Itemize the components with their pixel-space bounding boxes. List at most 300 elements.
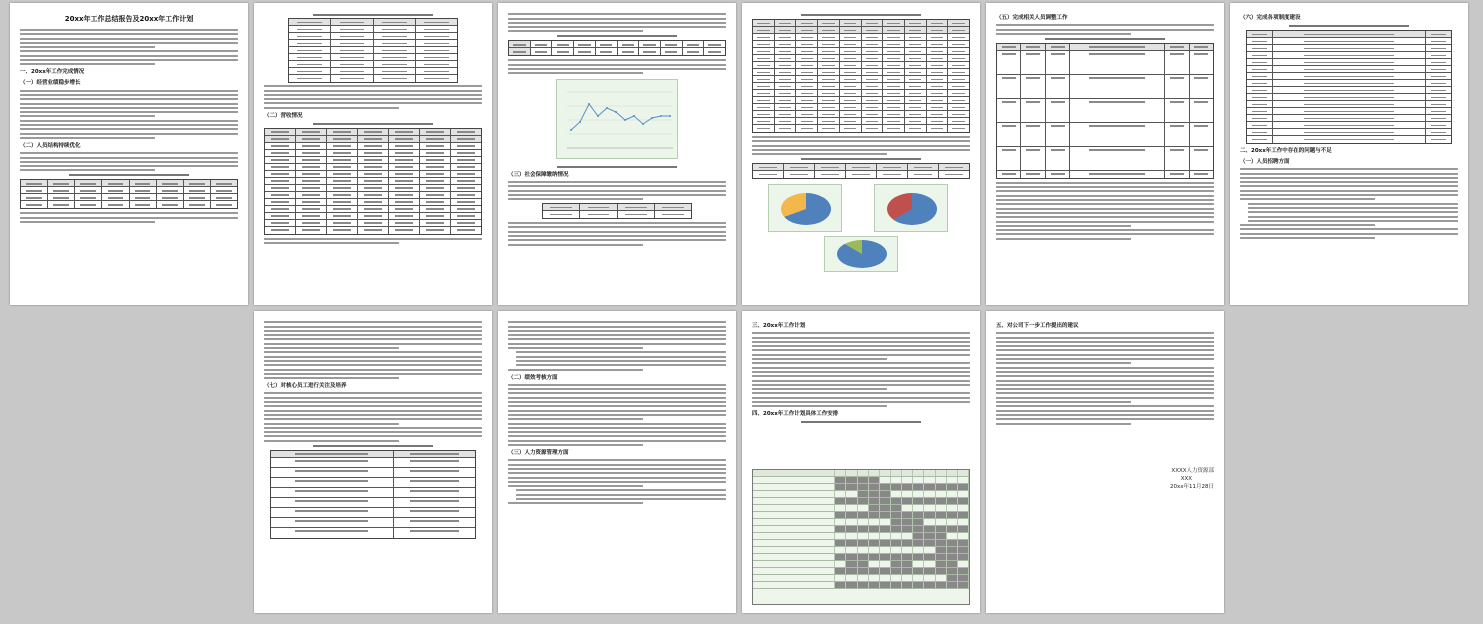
table-part	[21, 194, 237, 201]
table-part	[883, 90, 905, 96]
table-part	[775, 83, 797, 89]
table-part	[358, 192, 389, 198]
table-part	[905, 104, 927, 110]
table-part	[271, 468, 394, 477]
table-part	[913, 547, 924, 553]
text-line	[508, 68, 726, 70]
text-line	[508, 198, 643, 200]
text-line	[996, 414, 1214, 416]
text-line	[20, 42, 238, 44]
table-part	[902, 477, 913, 483]
table-part	[265, 199, 481, 206]
table-part	[846, 540, 857, 546]
table-part	[753, 561, 835, 567]
table-part	[265, 136, 481, 143]
text-line	[752, 384, 970, 386]
table-part	[420, 206, 451, 212]
table-part	[936, 547, 947, 553]
table-part	[1165, 99, 1189, 122]
table-part	[21, 180, 237, 187]
text-line	[996, 392, 1214, 394]
text-line	[264, 238, 482, 240]
table-part	[796, 76, 818, 82]
text-line	[996, 405, 1214, 407]
text-line	[516, 498, 726, 500]
table-part	[211, 187, 237, 193]
text-line	[264, 334, 482, 336]
table-part	[891, 470, 902, 476]
table-part	[1247, 87, 1451, 94]
table-part	[924, 519, 935, 525]
table-part	[958, 561, 969, 567]
table-part	[835, 498, 846, 504]
text-line	[996, 332, 1214, 334]
data-table	[752, 163, 970, 179]
table-part	[753, 111, 969, 118]
table-part	[840, 69, 862, 75]
table-part	[880, 568, 891, 574]
table-part	[753, 519, 835, 525]
text-line	[752, 349, 970, 351]
table-part	[796, 90, 818, 96]
text-line	[20, 33, 238, 35]
table-part	[905, 83, 927, 89]
table-part	[880, 512, 891, 518]
table-part	[927, 90, 949, 96]
table-part	[1247, 38, 1273, 44]
table-part	[271, 451, 475, 458]
table-part	[639, 48, 661, 55]
table-part	[947, 477, 958, 483]
line-chart	[556, 79, 678, 159]
page-2	[254, 3, 492, 305]
table-part	[211, 201, 237, 208]
table-part	[858, 526, 869, 532]
table-part	[862, 90, 884, 96]
table-part	[913, 575, 924, 581]
table-part	[958, 477, 969, 483]
table-part	[753, 477, 835, 483]
table-part	[835, 540, 846, 546]
text-line	[1240, 198, 1375, 200]
table-part	[1273, 66, 1426, 72]
table-part	[846, 533, 857, 539]
text-line	[508, 464, 726, 466]
table-part	[130, 180, 157, 186]
table-part	[924, 561, 935, 567]
table-part	[753, 554, 969, 561]
table-part	[753, 55, 969, 62]
text-line	[264, 98, 482, 100]
table-part	[947, 575, 958, 581]
table-part	[905, 34, 927, 40]
table-part	[936, 568, 947, 574]
table-part	[858, 547, 869, 553]
table-part	[796, 27, 818, 33]
table-part	[858, 575, 869, 581]
text-line	[1248, 203, 1458, 205]
table-part	[862, 48, 884, 54]
table-part	[913, 470, 924, 476]
table-part	[858, 519, 869, 525]
text-line	[264, 102, 482, 104]
table-part	[1247, 136, 1451, 143]
table-part	[1273, 122, 1426, 128]
text-line	[508, 410, 726, 412]
text-line	[996, 182, 1214, 184]
table-part	[374, 54, 416, 60]
table-part	[796, 125, 818, 132]
table-part	[883, 76, 905, 82]
table-part	[327, 171, 358, 177]
text-line	[20, 137, 155, 139]
table-part	[862, 20, 884, 26]
signature-department: XXXX人力资源部	[1171, 467, 1214, 474]
caption-line	[69, 174, 189, 176]
text-line	[752, 380, 970, 382]
table-part	[374, 75, 416, 82]
text-line	[1248, 216, 1458, 218]
table-part	[1426, 87, 1451, 93]
table-part	[997, 99, 1021, 122]
text-line	[508, 321, 726, 323]
table-part	[891, 526, 902, 532]
table-part	[846, 547, 857, 553]
table-part	[927, 62, 949, 68]
table-part	[902, 561, 913, 567]
table-part	[862, 83, 884, 89]
table-part	[1273, 31, 1426, 37]
table-part	[997, 99, 1213, 123]
table-part	[271, 488, 475, 498]
table-part	[271, 498, 475, 508]
table-part	[869, 561, 880, 567]
table-part	[905, 111, 927, 117]
table-part	[271, 478, 394, 487]
caption-line	[557, 35, 677, 37]
table-part	[265, 171, 296, 177]
table-part	[1070, 171, 1165, 178]
table-part	[947, 540, 958, 546]
table-part	[869, 498, 880, 504]
section-heading: （三）社会保障缴纳情况	[508, 171, 569, 178]
table-part	[753, 20, 969, 27]
table-part	[1190, 147, 1213, 170]
table-part	[753, 498, 969, 505]
table-part	[331, 26, 373, 32]
text-line	[508, 26, 726, 28]
table-part	[265, 192, 296, 198]
table-part	[997, 44, 1021, 50]
table-part	[869, 491, 880, 497]
table-part	[997, 171, 1021, 178]
table-part	[948, 104, 969, 110]
table-part	[753, 505, 835, 511]
table-part	[1070, 44, 1165, 50]
table-part	[389, 199, 420, 205]
table-part	[420, 143, 451, 149]
table-part	[327, 199, 358, 205]
table-part	[1247, 87, 1273, 93]
table-part	[753, 83, 969, 90]
text-line	[264, 242, 399, 244]
table-part	[862, 118, 884, 124]
table-part	[618, 204, 655, 210]
table-part	[389, 192, 420, 198]
text-line	[508, 481, 726, 483]
table-part	[358, 136, 389, 142]
section-heading: （五）完成相关人员调整工作	[996, 15, 1068, 21]
table-part	[862, 34, 884, 40]
table-part	[936, 519, 947, 525]
table-part	[883, 111, 905, 117]
text-line	[508, 347, 643, 349]
table-part	[289, 61, 457, 68]
text-line	[508, 190, 726, 192]
table-part	[296, 192, 327, 198]
table-part	[858, 533, 869, 539]
table-part	[880, 547, 891, 553]
table-part	[902, 547, 913, 553]
table-part	[958, 533, 969, 539]
section-heading: （一）经营业绩稳步增长	[20, 80, 81, 87]
table-part	[880, 526, 891, 532]
table-part	[753, 62, 775, 68]
table-part	[947, 498, 958, 504]
table-part	[862, 104, 884, 110]
table-part	[846, 171, 877, 178]
text-line	[1240, 185, 1458, 187]
table-part	[416, 68, 457, 74]
text-line	[508, 477, 726, 479]
table-part	[1426, 59, 1451, 65]
table-part	[331, 75, 373, 82]
text-line	[508, 472, 726, 474]
table-part	[936, 582, 947, 588]
table-part	[655, 204, 691, 210]
table-part	[891, 498, 902, 504]
text-line	[264, 330, 482, 332]
text-line	[20, 55, 238, 57]
table-part	[1247, 101, 1451, 108]
table-part	[1426, 73, 1451, 79]
table-part	[818, 55, 840, 61]
table-part	[753, 48, 969, 55]
page-title: 20xx年工作总结报告及20xx年工作计划	[64, 15, 194, 23]
table-part	[958, 470, 969, 476]
pie-slices	[781, 193, 831, 225]
table-part	[947, 519, 958, 525]
table-part	[753, 512, 969, 519]
table-part	[891, 477, 902, 483]
table-part	[265, 164, 296, 170]
table-part	[1165, 44, 1189, 50]
table-part	[877, 171, 908, 178]
table-part	[891, 491, 902, 497]
text-line	[508, 388, 726, 390]
table-part	[296, 227, 327, 234]
table-part	[639, 41, 661, 47]
table-part	[358, 185, 389, 191]
table-part	[289, 47, 331, 53]
table-part	[905, 118, 927, 124]
table-part	[753, 519, 969, 526]
table-part	[389, 227, 420, 234]
table-part	[858, 540, 869, 546]
text-line	[264, 418, 482, 420]
table-part	[296, 178, 327, 184]
table-part	[451, 213, 481, 219]
table-part	[997, 123, 1213, 147]
table-part	[296, 136, 327, 142]
table-part	[869, 519, 880, 525]
table-part	[753, 547, 969, 554]
text-line	[508, 392, 726, 394]
table-part	[1426, 52, 1451, 58]
table-part	[358, 220, 389, 226]
table-part	[184, 194, 211, 200]
table-part	[880, 533, 891, 539]
table-part	[1273, 129, 1426, 135]
table-part	[862, 111, 884, 117]
table-part	[1190, 44, 1213, 50]
table-part	[420, 213, 451, 219]
table-part	[902, 470, 913, 476]
table-part	[846, 498, 857, 504]
text-line	[996, 349, 1214, 351]
table-part	[753, 171, 969, 178]
table-part	[891, 561, 902, 567]
table-part	[775, 104, 797, 110]
text-line	[516, 364, 726, 366]
table-part	[908, 164, 939, 170]
table-part	[1247, 73, 1273, 79]
table-part	[265, 220, 296, 226]
table-part	[451, 129, 481, 135]
table-part	[835, 477, 846, 483]
table-part	[596, 41, 618, 47]
table-part	[157, 201, 184, 208]
table-part	[265, 164, 481, 171]
table-part	[451, 206, 481, 212]
table-part	[451, 185, 481, 191]
table-part	[358, 164, 389, 170]
table-part	[927, 20, 949, 26]
text-line	[508, 194, 726, 196]
table-part	[840, 104, 862, 110]
table-part	[846, 519, 857, 525]
table-part	[784, 164, 815, 170]
table-part	[891, 505, 902, 511]
table-part	[924, 568, 935, 574]
table-part	[1190, 75, 1213, 98]
text-line	[264, 326, 482, 328]
table-part	[1021, 44, 1045, 50]
section-heading: 三、20xx年工作计划	[752, 323, 806, 329]
text-line	[752, 341, 970, 343]
table-part	[947, 568, 958, 574]
table-part	[891, 554, 902, 560]
table-part	[883, 34, 905, 40]
text-line	[264, 343, 482, 345]
text-line	[508, 64, 726, 66]
table-part	[265, 129, 481, 136]
table-part	[1046, 171, 1070, 178]
table-part	[880, 484, 891, 490]
text-line	[508, 369, 643, 371]
table-part	[157, 194, 184, 200]
table-part	[130, 194, 157, 200]
table-part	[265, 192, 481, 199]
table-part	[374, 19, 416, 25]
table-part	[327, 227, 358, 234]
table-part	[947, 533, 958, 539]
table-part	[265, 143, 296, 149]
table-part	[924, 491, 935, 497]
table-part	[1247, 66, 1451, 73]
table-part	[846, 470, 857, 476]
section-heading: （六）完成各项制度建设	[1240, 15, 1301, 21]
text-line	[508, 72, 643, 74]
page-8	[498, 311, 736, 613]
table-part	[997, 171, 1213, 178]
table-part	[947, 554, 958, 560]
table-part	[289, 26, 457, 33]
text-line	[996, 212, 1214, 214]
table-part	[75, 180, 102, 186]
table-part	[869, 575, 880, 581]
table-part	[389, 129, 420, 135]
table-part	[753, 34, 775, 40]
table-part	[924, 505, 935, 511]
table-part	[753, 568, 969, 575]
table-part	[596, 48, 618, 55]
table-part	[265, 178, 296, 184]
table-part	[1247, 52, 1273, 58]
table-part	[420, 185, 451, 191]
table-part	[947, 547, 958, 553]
table-part	[753, 90, 969, 97]
text-line	[20, 120, 238, 122]
table-part	[948, 118, 969, 124]
table-part	[753, 575, 969, 582]
table-part	[902, 575, 913, 581]
table-part	[130, 187, 157, 193]
pie-slices	[887, 193, 937, 225]
text-line	[752, 140, 970, 142]
text-line	[752, 153, 887, 155]
table-part	[327, 220, 358, 226]
text-line	[508, 384, 726, 386]
table-part	[1021, 171, 1045, 178]
table-part	[1021, 123, 1045, 146]
table-part	[862, 97, 884, 103]
text-line	[996, 195, 1214, 197]
table-part	[271, 458, 475, 468]
table-part	[704, 41, 725, 47]
table-part	[1046, 51, 1070, 74]
text-line	[264, 392, 482, 394]
table-part	[531, 41, 553, 47]
table-part	[880, 575, 891, 581]
table-part	[948, 34, 969, 40]
table-part	[1165, 123, 1189, 146]
table-part	[1273, 73, 1426, 79]
table-part	[891, 547, 902, 553]
table-part	[753, 27, 969, 34]
table-part	[1190, 99, 1213, 122]
table-part	[775, 41, 797, 47]
